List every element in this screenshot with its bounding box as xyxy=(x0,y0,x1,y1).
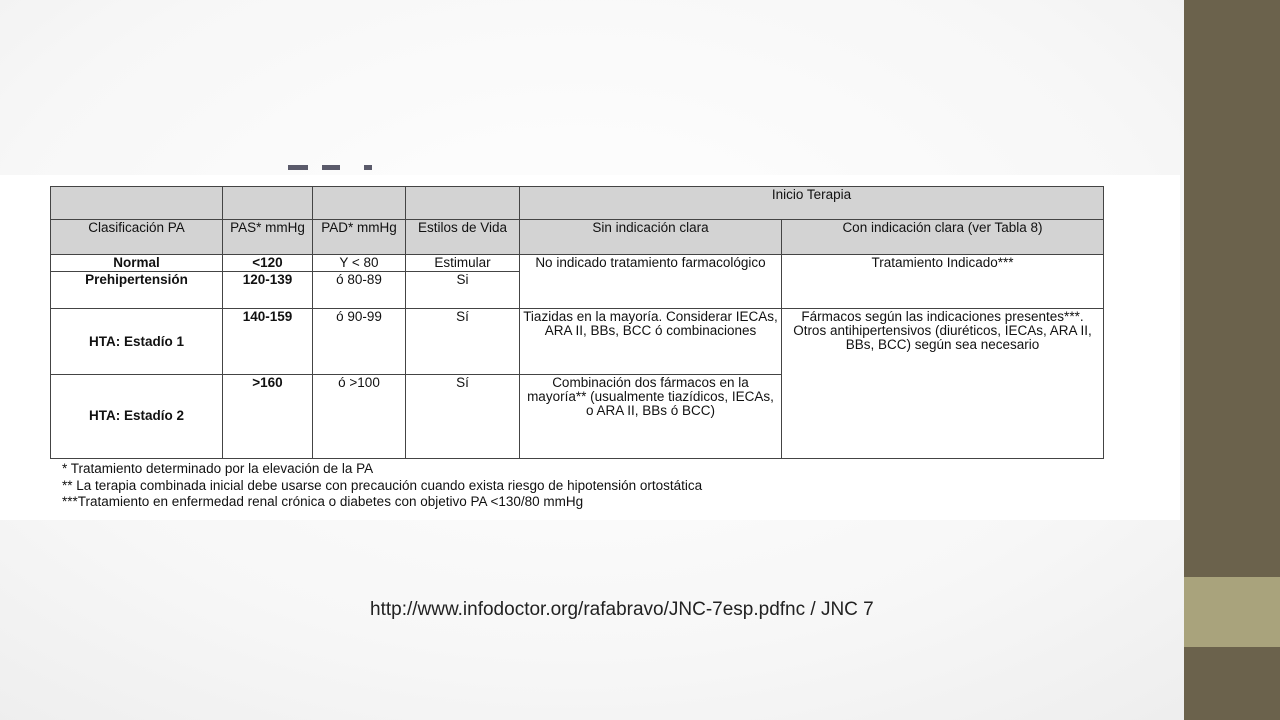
cell-sin-indicacion: Tiazidas en la mayoría. Considerar IECAs, ARA II, BBs, BCC ó combinaciones xyxy=(520,309,782,374)
cell-pas: >160 xyxy=(223,374,313,458)
cell-pad: Y < 80 xyxy=(313,255,406,272)
cell-clasificacion: Normal xyxy=(51,255,223,272)
footnote: * Tratamiento determinado por la elevación de la PA xyxy=(62,461,374,476)
cell-clasificacion: HTA: Estadío 1 xyxy=(51,309,223,374)
table-row xyxy=(51,309,1104,374)
cell-con-normal-pre: Tratamiento Indicado*** xyxy=(782,255,1104,309)
footnote: ***Tratamiento en enfermedad renal crónica o diabetes con objetivo PA <130/80 mmHg xyxy=(62,494,584,509)
header-pad: PAD* mmHg xyxy=(313,220,406,255)
cell-pad: ó 90-99 xyxy=(313,309,406,374)
footnote: ** La terapia combinada inicial debe usarse con precaución cuando exista riesgo de hipotensión ortostática xyxy=(62,477,703,493)
hypertension-classification-table xyxy=(50,186,1104,459)
cell-sin-normal-pre: No indicado tratamiento farmacológico xyxy=(520,255,782,309)
table-row xyxy=(51,255,1104,272)
sidebar-accent-block xyxy=(1184,577,1280,647)
cell-pas: 120-139 xyxy=(223,272,313,309)
header-row-group xyxy=(51,187,1104,220)
cell-sin-indicacion: Combinación dos fármacos en la mayoría** (usualmente tiazídicos, IECAs, o ARA II, BBs ó BCC) xyxy=(520,374,782,458)
cell-clasificacion: HTA: Estadío 2 xyxy=(51,374,223,458)
header-con-indicacion: Con indicación clara (ver Tabla 8) xyxy=(782,220,1104,255)
cell-pad: ó 80-89 xyxy=(313,272,406,309)
cell-clasificacion: Prehipertensión xyxy=(51,272,223,309)
header-estilos: Estilos de Vida xyxy=(406,220,520,255)
table-footnotes xyxy=(62,461,702,511)
cell-estilos: Si xyxy=(406,272,520,309)
header-inicio-terapia: Inicio Terapia xyxy=(520,187,1104,220)
source-citation: http://www.infodoctor.org/rafabravo/JNC-7esp.pdfnc / JNC 7 xyxy=(370,599,874,620)
cell-pad: ó >100 xyxy=(313,374,406,458)
cell-pas: 140-159 xyxy=(223,309,313,374)
slide-sidebar-decoration xyxy=(1184,0,1280,720)
cell-pas: <120 xyxy=(223,255,313,272)
cell-con-hta: Fármacos según las indicaciones presentes***. Otros antihipertensivos (diuréticos, IECAs, ARA II, BBs, BCC) según sea necesario xyxy=(782,309,1104,459)
header-row-columns xyxy=(51,220,1104,255)
cropped-heading-remnant xyxy=(288,165,378,170)
header-sin-indicacion: Sin indicación clara xyxy=(520,220,782,255)
cell-estilos: Sí xyxy=(406,309,520,374)
cell-estilos: Estimular xyxy=(406,255,520,272)
header-pas: PAS* mmHg xyxy=(223,220,313,255)
cell-estilos: Sí xyxy=(406,374,520,458)
header-clasificacion: Clasificación PA xyxy=(51,220,223,255)
